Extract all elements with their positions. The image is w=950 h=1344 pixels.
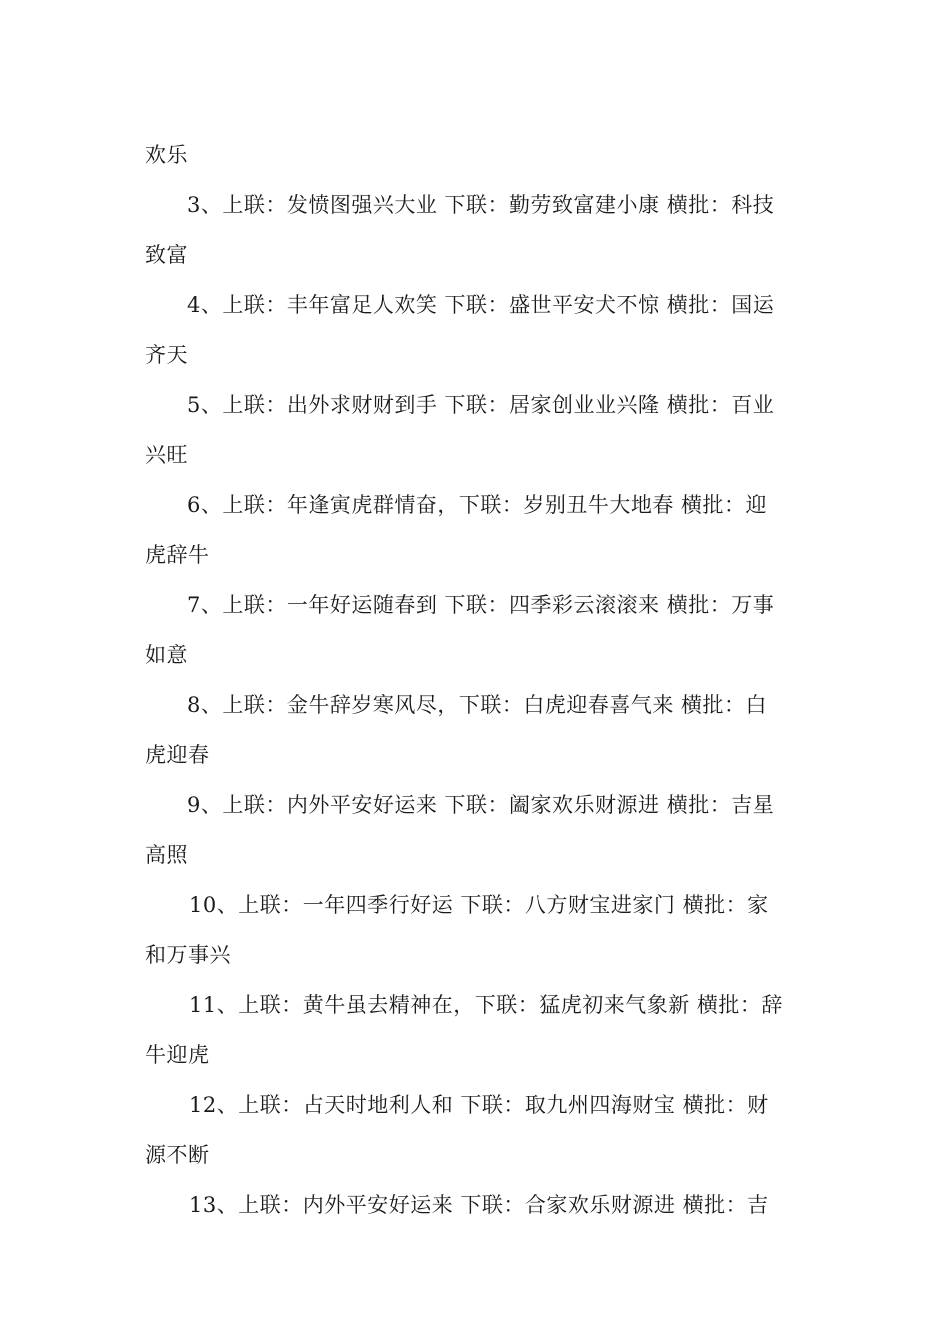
text-line: 欢乐 — [145, 143, 188, 167]
text-line: 虎迎春 — [145, 743, 210, 767]
couplet-item-4: 4、上联：丰年富足人欢笑 下联：盛世平安犬不惊 横批：国运 — [187, 293, 775, 317]
text-line: 致富 — [145, 243, 188, 267]
text-line: 高照 — [145, 843, 188, 867]
text-line: 兴旺 — [145, 443, 188, 467]
couplet-item-13: 13、上联：内外平安好运来 下联：合家欢乐财源进 横批：吉 — [189, 1193, 769, 1217]
couplet-item-11: 11、上联：黄牛虽去精神在，下联：猛虎初来气象新 横批：辞 — [189, 993, 783, 1017]
couplet-item-7: 7、上联：一年好运随春到 下联：四季彩云滚滚来 横批：万事 — [187, 593, 775, 617]
text-line: 齐天 — [145, 343, 188, 367]
text-line: 如意 — [145, 643, 188, 667]
couplet-item-9: 9、上联：内外平安好运来 下联：阖家欢乐财源进 横批：吉星 — [187, 793, 775, 817]
couplet-item-12: 12、上联：占天时地利人和 下联：取九州四海财宝 横批：财 — [189, 1093, 769, 1117]
text-line: 牛迎虎 — [145, 1043, 210, 1067]
document-body — [145, 130, 810, 1230]
couplet-item-10: 10、上联：一年四季行好运 下联：八方财宝进家门 横批：家 — [189, 893, 769, 917]
text-line: 和万事兴 — [145, 943, 231, 967]
couplet-item-5: 5、上联：出外求财财到手 下联：居家创业业兴隆 横批：百业 — [187, 393, 775, 417]
couplet-item-3: 3、上联：发愤图强兴大业 下联：勤劳致富建小康 横批：科技 — [187, 193, 775, 217]
text-line: 源不断 — [145, 1143, 210, 1167]
couplet-item-8: 8、上联：金牛辞岁寒风尽，下联：白虎迎春喜气来 横批：白 — [187, 693, 768, 717]
couplet-item-6: 6、上联：年逢寅虎群情奋，下联：岁别丑牛大地春 横批：迎 — [187, 493, 768, 517]
text-line: 虎辞牛 — [145, 543, 210, 567]
